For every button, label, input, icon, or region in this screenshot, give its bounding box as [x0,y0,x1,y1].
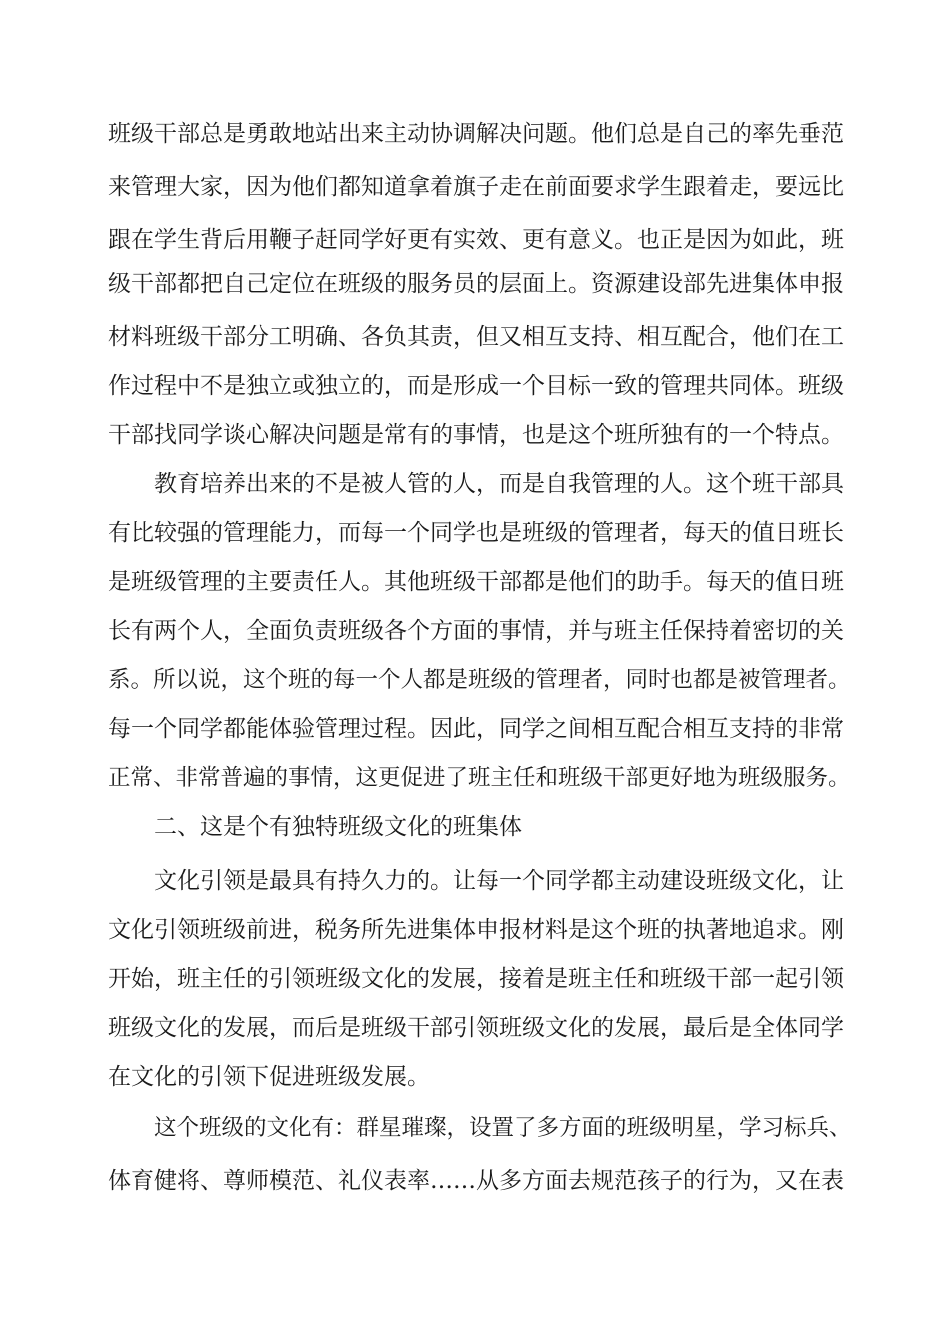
section-heading: 二、这是个有独特班级文化的班集体 [154,814,522,840]
paragraph-first-line: 教育培养出来的不是被人管的人，而是自我管理的人。这个班干部具 [154,471,844,497]
text-line: 体育健将、尊师模范、礼仪表率……从多方面去规范孩子的行为，又在表 [108,1168,844,1194]
text-line: 长有两个人，全面负责班级各个方面的事情，并与班主任保持着密切的关 [108,618,844,644]
text-line: 系。所以说，这个班的每一个人都是班级的管理者，同时也都是被管理者。 [108,667,851,693]
text-line: 来管理大家，因为他们都知道拿着旗子走在前面要求学生跟着走，要远比 [108,174,844,200]
paragraph-first-line: 文化引领是最具有持久力的。让每一个同学都主动建设班级文化，让 [154,868,844,894]
text-line: 干部找同学谈心解决问题是常有的事情，也是这个班所独有的一个特点。 [108,422,844,448]
text-line: 正常、非常普遍的事情，这更促进了班主任和班级干部更好地为班级服务。 [108,765,851,791]
text-line: 在文化的引领下促进班级发展。 [108,1064,430,1090]
paragraph-first-line: 这个班级的文化有：群星璀璨，设置了多方面的班级明星，学习标兵、 [154,1115,852,1141]
text-line: 材料班级干部分工明确、各负其责，但又相互支持、相互配合，他们在工 [108,324,844,350]
text-line: 班级干部总是勇敢地站出来主动协调解决问题。他们总是自己的率先垂范 [108,121,844,147]
text-line: 跟在学生背后用鞭子赶同学好更有实效、更有意义。也正是因为如此，班 [108,227,844,253]
text-line: 是班级管理的主要责任人。其他班级干部都是他们的助手。每天的值日班 [108,569,844,595]
text-line: 文化引领班级前进，税务所先进集体申报材料是这个班的执著地追求。刚 [108,917,844,943]
text-line: 开始，班主任的引领班级文化的发展，接着是班主任和班级干部一起引领 [108,966,844,992]
text-line: 级干部都把自己定位在班级的服务员的层面上。资源建设部先进集体申报 [108,271,844,297]
text-line: 每一个同学都能体验管理过程。因此，同学之间相互配合相互支持的非常 [108,716,844,742]
text-line: 有比较强的管理能力，而每一个同学也是班级的管理者，每天的值日班长 [108,520,844,546]
text-line: 班级文化的发展，而后是班级干部引领班级文化的发展，最后是全体同学 [108,1015,844,1041]
text-line: 作过程中不是独立或独立的，而是形成一个目标一致的管理共同体。班级 [108,373,844,399]
